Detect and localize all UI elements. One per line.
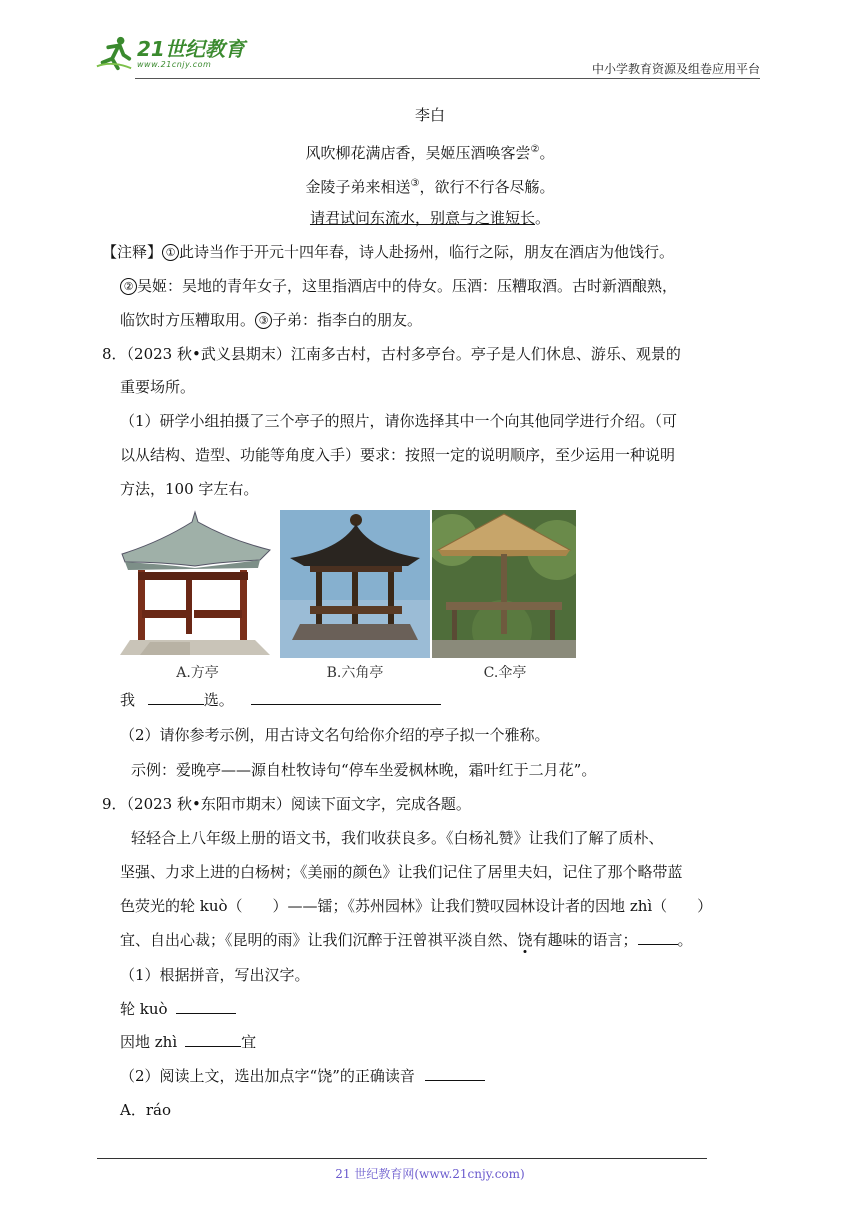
- q9-sub1-a: 轮 kuò: [120, 999, 236, 1019]
- footer-text: 21 世纪教育网(www.21cnjy.com): [335, 1167, 525, 1181]
- photo-square-pavilion: [120, 510, 275, 658]
- note-2: ② 吴姬：吴地的青年女子，这里指酒店中的侍女。压酒：压糟取酒。古时新酒酿熟，: [120, 276, 677, 296]
- brand-url: www.21cnjy.com: [137, 59, 212, 69]
- umbrella-pavilion-icon: [432, 510, 576, 658]
- square-pavilion-icon: [120, 510, 275, 658]
- caption-a: A.方亭: [176, 665, 219, 681]
- q8-example: 示例：爱晚亭——源自杜牧诗句“停车坐爱枫林晚，霜叶红于二月花”。: [131, 761, 597, 779]
- q9-text-4: 宜、自出心裁；《昆明的雨》让我们沉醉于汪曾祺平淡自然、饶有趣味的语言； 。: [120, 931, 693, 949]
- q8-part1-c: 方法，100 字左右。: [120, 480, 259, 498]
- poem-line-2: 金陵子弟来相送③，欲行不行各尽觞。: [305, 178, 555, 196]
- reason-blank[interactable]: [251, 690, 441, 705]
- hexagonal-pavilion-icon: [280, 510, 430, 658]
- q9-text-3: 色荧光的轮 kuò（ ）——镭；《苏州园林》让我们赞叹园林设计者的因地 zhì（ ）: [120, 897, 713, 915]
- q9-sub1-b: 因地 zhì 宜: [120, 1033, 257, 1051]
- header-divider: [135, 78, 760, 79]
- footer-divider: [97, 1158, 707, 1159]
- dotted-char: 饶: [517, 931, 533, 949]
- note-3: 临饮时方压糟取用。 ③ 子弟：指李白的朋友。: [120, 311, 423, 329]
- page-header: [95, 30, 760, 78]
- q9-sub1: （1）根据拼音，写出汉字。: [120, 966, 310, 984]
- header-slogan: 中小学教育资源及组卷应用平台: [591, 62, 760, 76]
- q8-part2: （2）请你参考示例，用古诗文名句给你介绍的亭子拟一个雅称。: [120, 726, 550, 744]
- reading-blank[interactable]: [425, 1066, 485, 1081]
- zhi-blank[interactable]: [185, 1032, 241, 1047]
- q9-fill-blank[interactable]: [638, 930, 678, 945]
- q9-sub2: （2）阅读上文，选出加点字“饶”的正确读音: [120, 1066, 485, 1086]
- q9-option-a: A．ráo: [120, 1101, 171, 1119]
- q8-stem-cont: 重要场所。: [120, 378, 196, 396]
- poem-line-1: 风吹柳花满店香，吴姬压酒唤客尝②。: [305, 144, 555, 162]
- q9-text-1: 轻轻合上八年级上册的语文书，我们收获良多。《白杨礼赞》让我们了解了质朴、: [131, 829, 664, 847]
- pavilion-photos: [120, 510, 576, 682]
- kuo-blank[interactable]: [176, 999, 236, 1014]
- q9-text-2: 坚强、力求上进的白杨树；《美丽的颜色》让我们记住了居里夫妇，记住了那个略带蓝: [120, 863, 683, 881]
- poem-line-3: 请君试问东流水，别意与之谁短长。: [309, 209, 551, 227]
- site-logo: [95, 34, 245, 72]
- q8-choice-line: 我 选。: [120, 690, 441, 710]
- choice-blank[interactable]: [148, 690, 204, 705]
- q8-stem: 8．（2023 秋•武义县期末）江南多古村，古村多亭台。亭子是人们休息、游乐、观景的: [102, 345, 681, 363]
- poem-author: 李白: [414, 106, 445, 124]
- runner-logo-icon: [95, 34, 133, 72]
- note-1: 【注释】 ① 此诗当作于开元十四年春，诗人赴扬州，临行之际，朋友在酒店为他饯行。: [102, 243, 675, 261]
- q8-part1-a: （1）研学小组拍摄了三个亭子的照片，请你选择其中一个向其他同学进行介绍。（可: [120, 412, 678, 430]
- caption-b: B.六角亭: [326, 665, 384, 681]
- photo-hexagonal-pavilion: [280, 510, 430, 658]
- q8-part1-b: 以从结构、造型、功能等角度入手）要求：按照一定的说明顺序，至少运用一种说明: [120, 446, 676, 464]
- caption-c: C.伞亭: [483, 665, 527, 681]
- q9-stem: 9．（2023 秋•东阳市期末）阅读下面文字，完成各题。: [102, 795, 471, 813]
- brand-name: 21世纪教育: [137, 36, 245, 61]
- photo-umbrella-pavilion: [432, 510, 576, 658]
